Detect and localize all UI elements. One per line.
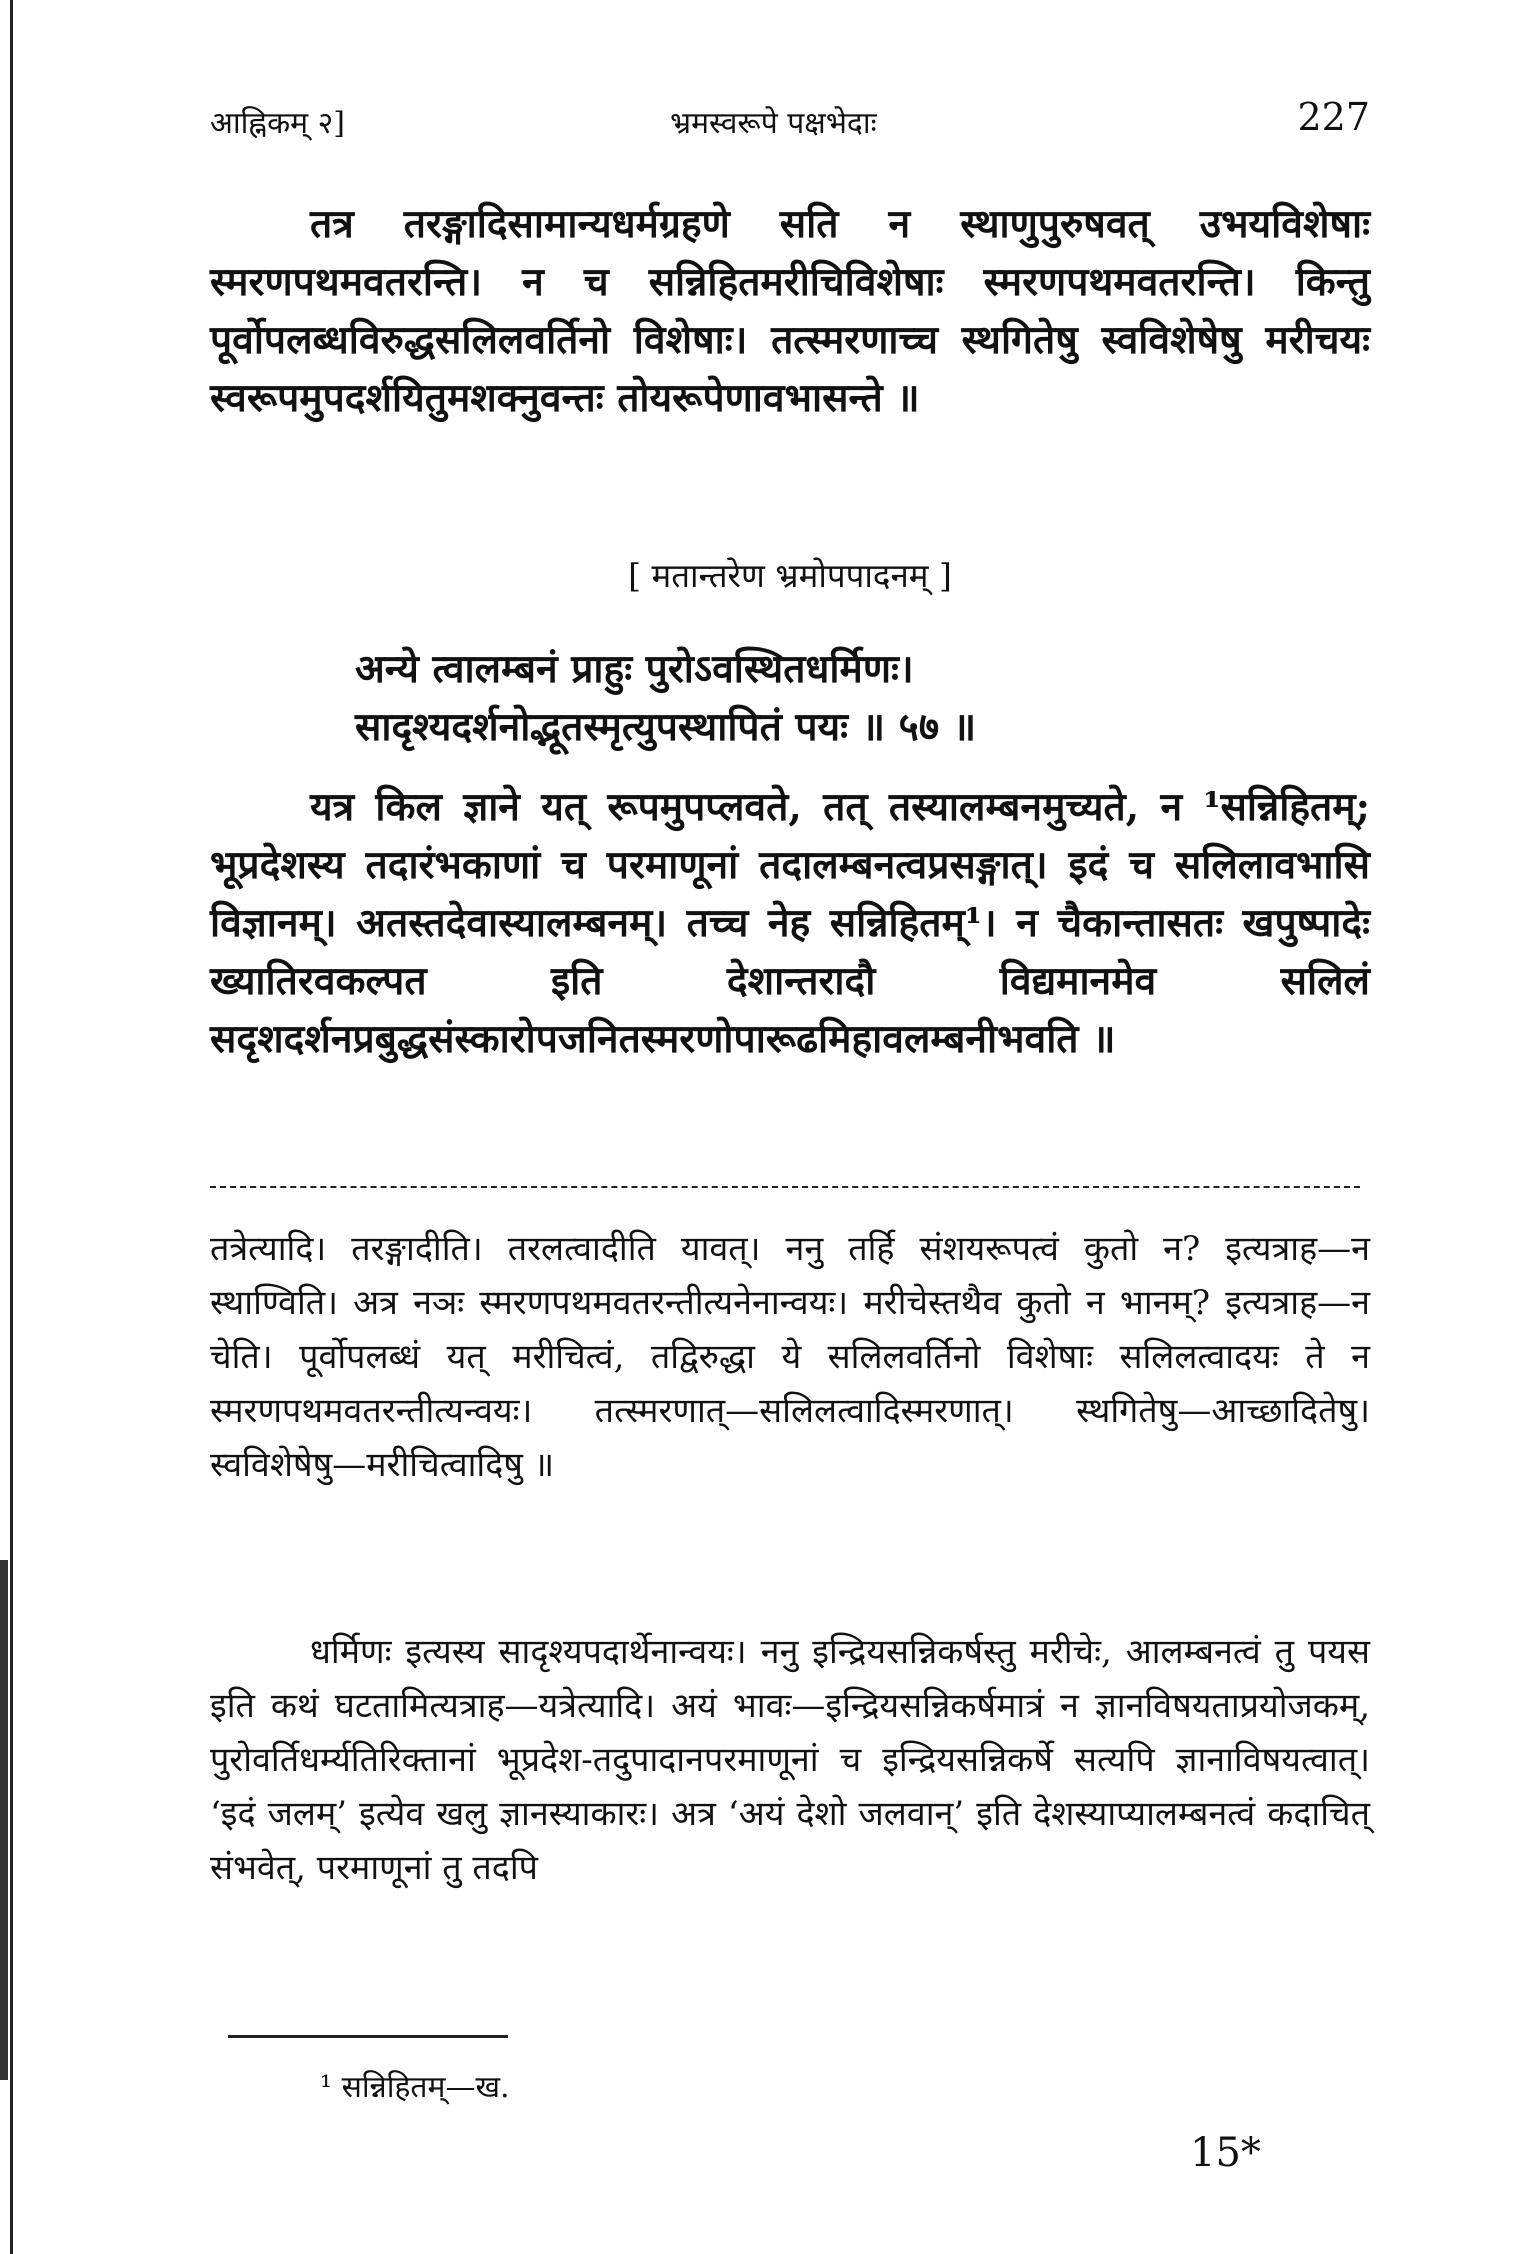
main-paragraph-2-text: यत्र किल ज्ञाने यत् रूपमुपप्लवते, तत् तस्यालम्बनमुच्यते, न ¹सन्निहितम्; भूप्रदेशस्य तदारंभकाणां च परमाणूनां तदालम्बनत्वप्रसङ्गात्। इदं च सलिलावभासि विज्ञानम्। अतस्तदेवास्यालम्बनम्। तच्च नेह सन्निहितम्¹। न चैकान्तासतः खपुष्पादेः ख्यातिरवकल्पत इति देशान्तरादौ विद्यमानमेव सलिलं सदृशदर्शनप्रबुद्धसंस्कारोपजनितस्मरणोपारूढमिहावलम्बनीभवति ॥ [210, 784, 1370, 1062]
verse-line-2: सादृश्यदर्शनोद्भूतस्मृत्युपस्थापितं पयः ॥ ५७ ॥ [355, 704, 977, 750]
binding-shadow [0, 1560, 8, 2080]
footnote-rule [228, 2035, 508, 2038]
running-header [210, 95, 1370, 145]
commentary-paragraph-2 [210, 1625, 1370, 1895]
commentary-divider [210, 1186, 1360, 1188]
commentary-paragraph-2-text: धर्मिणः इत्यस्य सादृश्यपदार्थेनान्वयः। ननु इन्द्रियसन्निकर्षस्तु मरीचेः, आलम्बनत्वं तु पयस इति कथं घटतामित्यत्राह—यत्रेत्यादि। अयं भावः—इन्द्रियसन्निकर्षमात्रं न ज्ञानविषयताप्रयोजकम्, पुरोवर्तिधर्म्यतिरिक्तानां भूप्रदेश-तदुपादानपरमाणूनां च इन्द्रियसन्निकर्षे सत्यपि ज्ञानाविषयत्वात्। ‘इदं जलम्’ इत्येव खलु ज्ञानस्याकारः। अत्र ‘अयं देशो जलवान्’ इति देशस्याप्यालम्बनत्वं कदाचित् संभवेत्, परमाणूनां तु तदपि [210, 1632, 1370, 1888]
signature-mark: 15* [1190, 2130, 1261, 2176]
page-number: 227 [1297, 95, 1370, 139]
commentary-paragraph-1: तत्रेत्यादि। तरङ्गादीति। तरलत्वादीति यावत्। ननु तर्हि संशयरूपत्वं कुतो न? इत्यत्राह—न स्थाण्विति। अत्र नञः स्मरणपथमवतरन्तीत्यनेनान्वयः। मरीचेस्तथैव कुतो न भानम्? इत्यत्राह—न चेति। पूर्वोपलब्धं यत् मरीचित्वं, तद्विरुद्धा ये सलिलवर्तिनो विशेषाः सलिलत्वादयः ते न स्मरणपथमवतरन्तीत्यन्वयः। तत्स्मरणात्—सलिलत्वादिस्मरणात्। स्थगितेषु—आच्छादितेषु। स्वविशेषेषु—मरीचित्वादिषु ॥ [210, 1229, 1370, 1485]
section-heading: [ मतान्तरेण भ्रमोपपादनम् ] [628, 556, 952, 595]
header-title: भ्रमस्वरूपे पक्षभेदाः [670, 106, 877, 141]
verse-line-1: अन्ये त्वालम्बनं प्राहुः पुरोऽवस्थितधर्मिणः। [355, 646, 914, 692]
main-paragraph-2 [210, 778, 1370, 1068]
main-paragraph-1 [210, 195, 1370, 427]
header-left: आह्निकम् २] [210, 106, 345, 141]
main-paragraph-1-text: तत्र तरङ्गादिसामान्यधर्मग्रहणे सति न स्थाणुपुरुषवत् उभयविशेषाः स्मरणपथमवतरन्ति। न च सन्निहितमरीचिविशेषाः स्मरणपथमवतरन्ति। किन्तु पूर्वोपलब्धविरुद्धसलिलवर्तिनो विशेषाः। तत्स्मरणाच्च स्थगितेषु स्वविशेषेषु मरीचयः स्वरूपमुपदर्शयितुमशक्नुवन्तः तोयरूपेणावभासन्ते ॥ [210, 201, 1370, 421]
footnote: ¹ सन्निहितम्—ख. [320, 2070, 510, 2105]
verse-block [355, 640, 1355, 756]
page-edge-line [10, 0, 13, 2254]
